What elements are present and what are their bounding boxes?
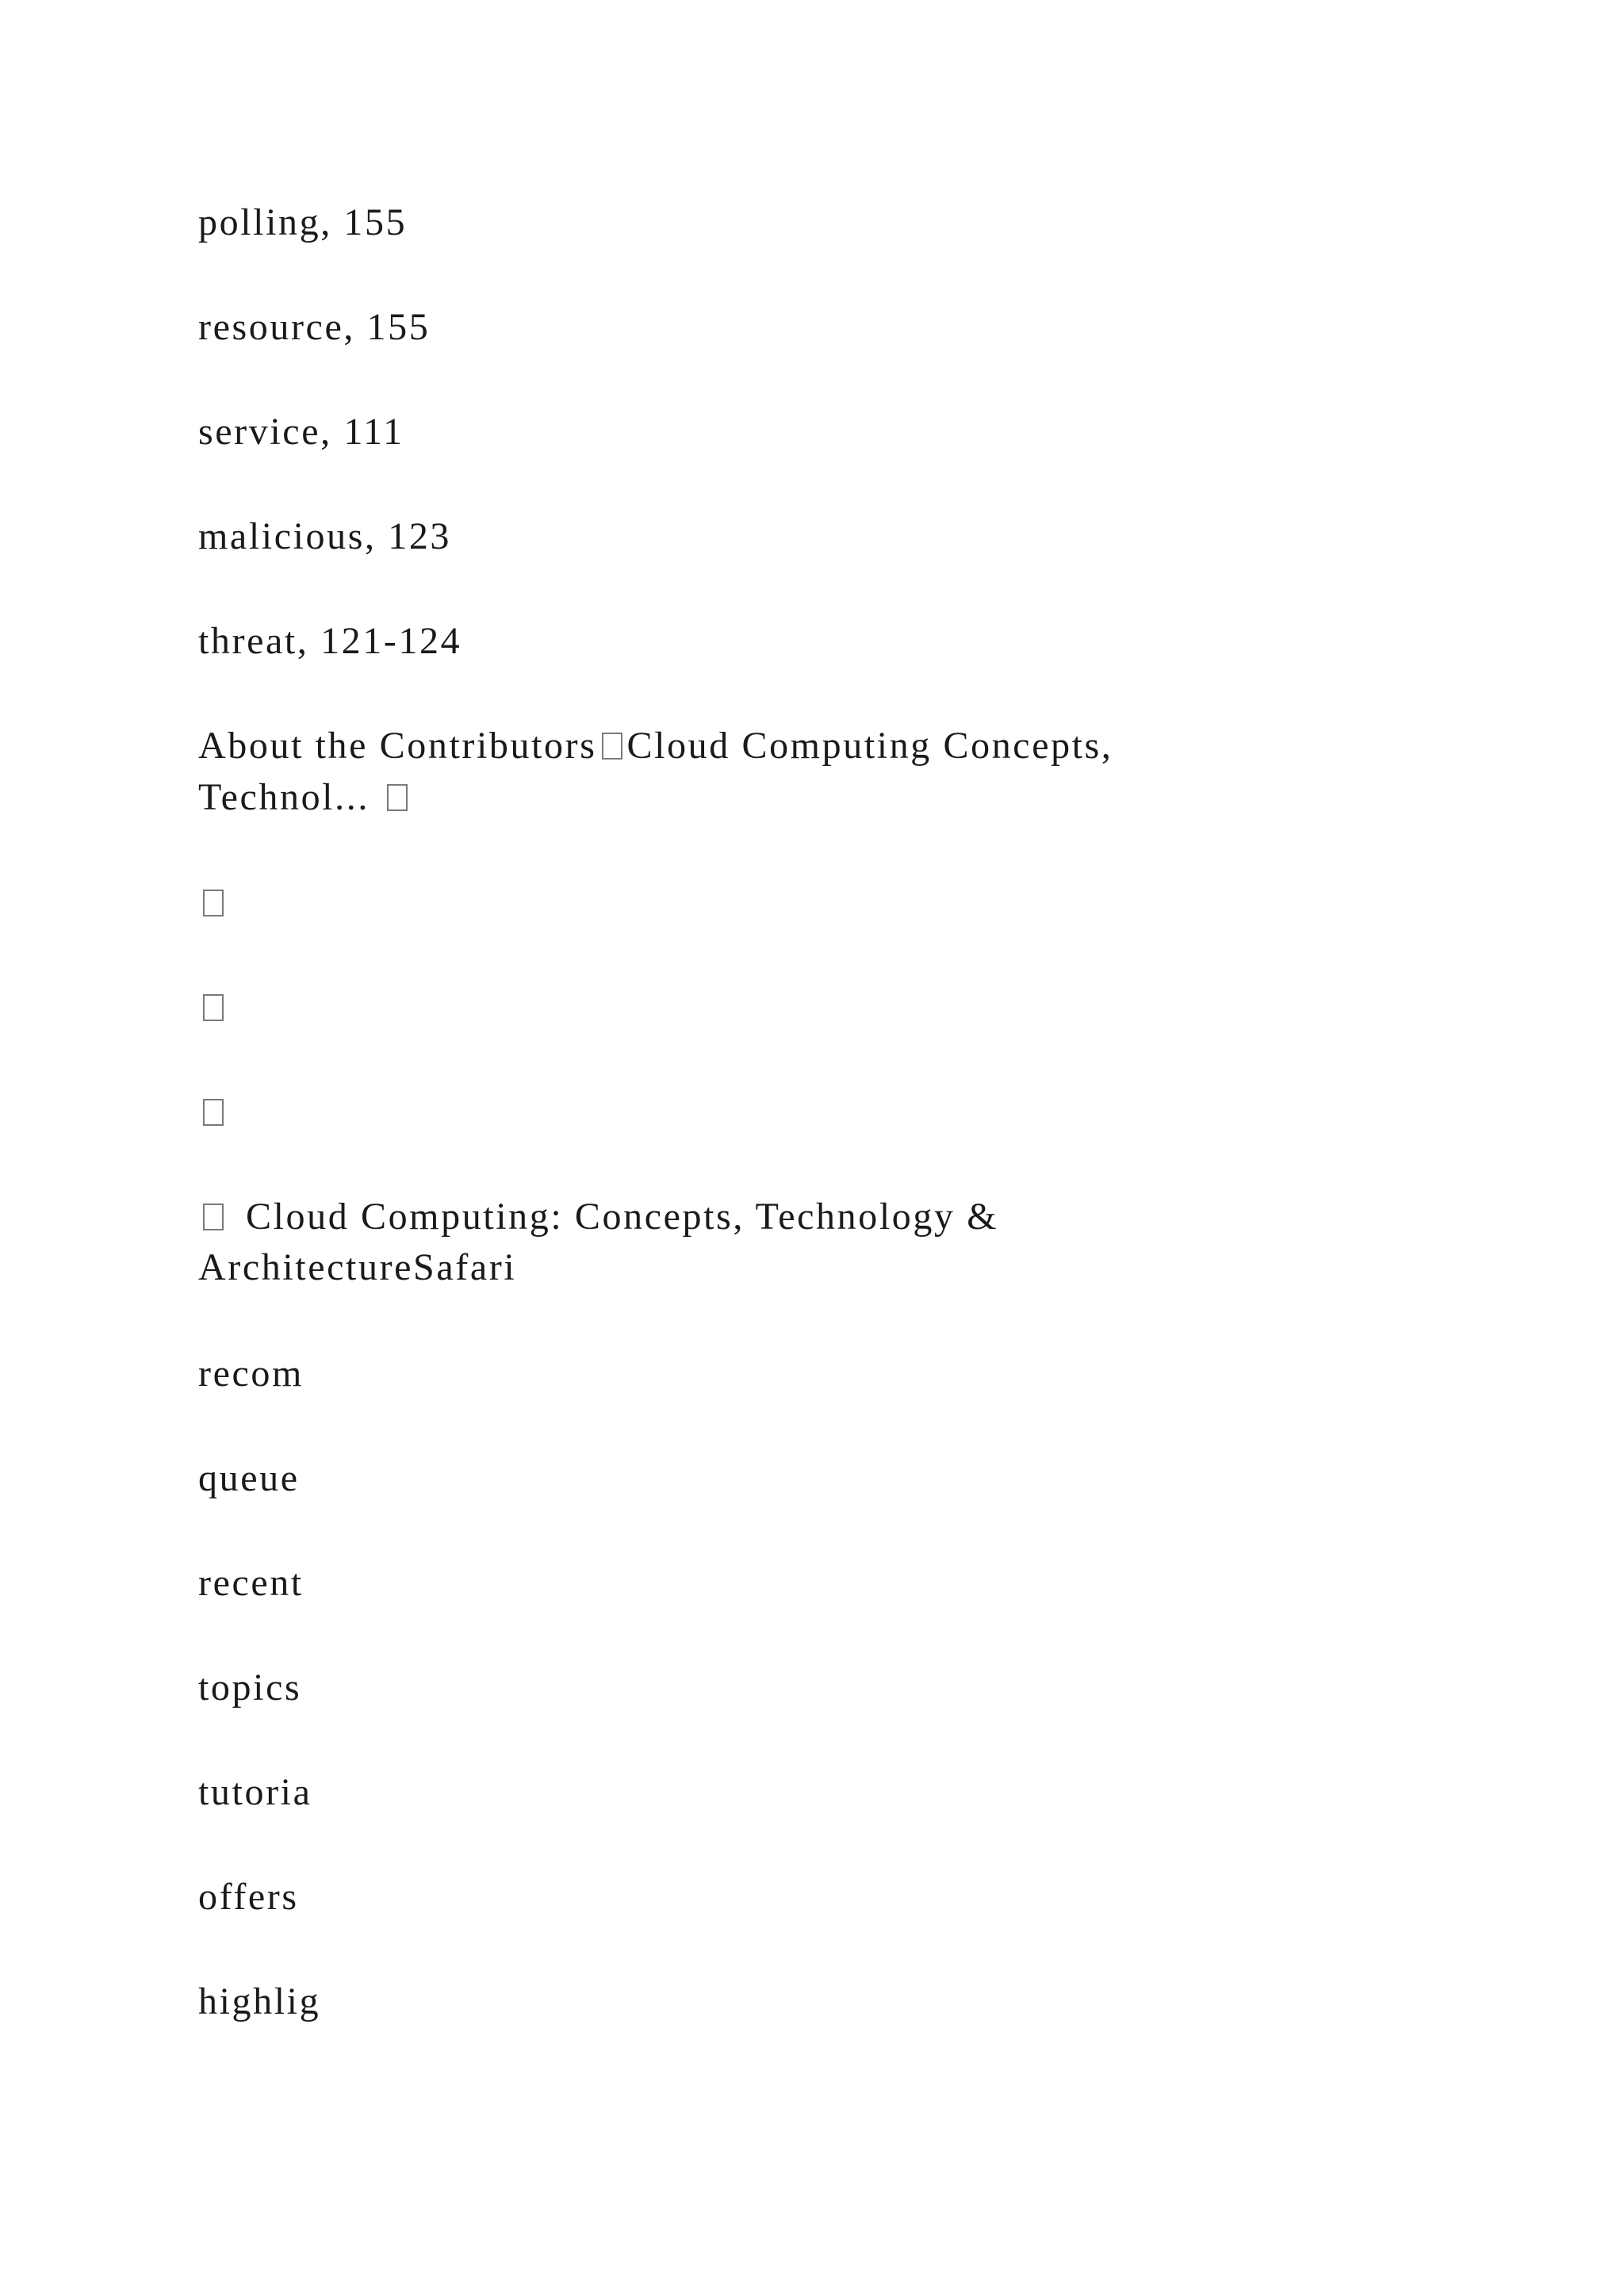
next-link-cont[interactable]: Technol... (198, 776, 370, 818)
book-title-line (198, 1191, 998, 1243)
menu-item-recent[interactable]: recent (198, 1562, 304, 1604)
missing-glyph-icon (387, 784, 408, 811)
index-entry: threat, 121-124 (198, 620, 462, 662)
next-link[interactable]: Cloud Computing Concepts, (626, 725, 1113, 767)
book-title-line-cont (198, 1242, 516, 1294)
book-title-cont[interactable]: ArchitectureSafari (198, 1246, 517, 1288)
icon-row (198, 1086, 228, 1138)
prev-link[interactable]: About the Contributors (198, 725, 597, 767)
index-entry: service, 111 (198, 411, 404, 453)
menu-item-tutoria[interactable]: tutoria (198, 1771, 312, 1813)
missing-glyph-icon[interactable] (203, 1099, 224, 1126)
index-entry: resource, 155 (198, 306, 431, 348)
missing-glyph-icon (203, 1203, 224, 1230)
menu-item-recom[interactable]: recom (198, 1353, 304, 1395)
index-entry: malicious, 123 (198, 515, 452, 557)
nav-line-cont (198, 771, 412, 824)
nav-line (198, 720, 1113, 772)
menu-item-highlig[interactable]: highlig (198, 1980, 321, 2022)
missing-glyph-icon[interactable] (203, 890, 224, 916)
menu-item-offers[interactable]: offers (198, 1876, 299, 1918)
missing-glyph-icon[interactable] (203, 994, 224, 1021)
index-entry: polling, 155 (198, 201, 408, 243)
menu-item-queue[interactable]: queue (198, 1457, 300, 1499)
icon-row (198, 877, 228, 929)
book-title[interactable]: Cloud Computing: Concepts, Technology & (246, 1196, 999, 1238)
menu-item-topics[interactable]: topics (198, 1667, 302, 1709)
missing-glyph-icon (602, 733, 622, 760)
icon-row (198, 982, 228, 1034)
